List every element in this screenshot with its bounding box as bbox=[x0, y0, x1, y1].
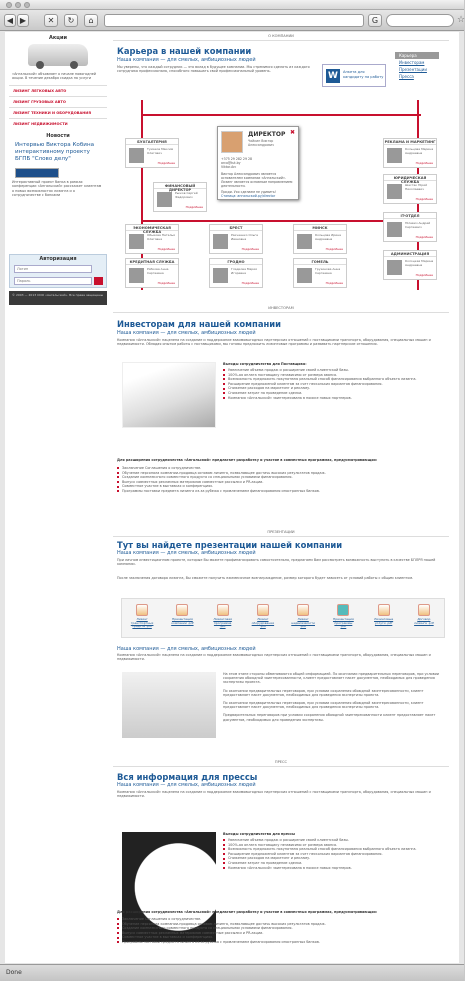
more-link[interactable]: Подробнее bbox=[325, 281, 343, 285]
dept-name: Кольцова Марина Андреевна bbox=[405, 147, 434, 155]
press-text: Компания «Ангальский» нацелена на создание и поддержание взаимовыгодных партнерских отношений с поставщиками транспорта, оборудования, специальных машин и недвижимости. bbox=[117, 790, 431, 799]
search-field[interactable] bbox=[386, 14, 454, 27]
pdf-file-icon bbox=[176, 604, 188, 616]
program-item: Обучение персонала компании-продавца основам лизинга, позволяющее достичь высоких результатов продаж. bbox=[117, 471, 447, 476]
presentation-label: Лизинговая программа .pdf bbox=[213, 617, 232, 629]
sidebar-item-trucks[interactable]: ЛИЗИНГ ГРУЗОВЫХ АВТО bbox=[9, 96, 107, 107]
search-engine-icon[interactable]: G bbox=[368, 14, 382, 27]
presentation-item[interactable] bbox=[130, 604, 154, 637]
nav-career[interactable]: Карьера bbox=[395, 52, 439, 59]
benefit-item: Увеличение объема продаж и расширение своей клиентской базы. bbox=[223, 838, 443, 843]
dept-it[interactable] bbox=[383, 212, 437, 242]
presentation-paragraph: На этом этапе стороны обмениваются общей информацией. По окончании предварительных переговоров, при условии сохранения обоюдной заинтересованности, клиент предоставляет пакет документов, необходимых для проведения экспертизы проекта. bbox=[223, 672, 439, 685]
presentation-item[interactable] bbox=[251, 604, 275, 637]
section-label-presentations: ПРЕЗЕНТАЦИИ bbox=[113, 530, 449, 537]
director-email[interactable]: arco@tut.by bbox=[221, 161, 241, 165]
photo-icon bbox=[387, 184, 402, 199]
dept-name: Колоцкая Марина Андреевна bbox=[405, 259, 434, 267]
investors-benefits-list bbox=[223, 368, 443, 400]
dept-name: Кольцова Ирина Андреевна bbox=[315, 233, 341, 241]
dept-title: ЮРИДИЧЕСКАЯ СЛУЖБА bbox=[384, 175, 436, 181]
dept-accounting[interactable] bbox=[125, 138, 179, 168]
close-icon[interactable]: ✖ bbox=[289, 129, 295, 136]
page-content bbox=[5, 32, 459, 963]
director-popup[interactable] bbox=[217, 126, 299, 200]
presentation-paragraph: По окончании предварительных переговоров, при условии сохранения обоюдной заинтересованности, клиент предоставляет пакет документов, необходимых для проведения экспертизы проекта. bbox=[223, 688, 424, 697]
more-link[interactable]: Подробнее bbox=[157, 247, 175, 251]
auth-title: Авторизация bbox=[39, 256, 77, 262]
press-expand-list bbox=[117, 917, 447, 945]
pdf-file-icon bbox=[257, 604, 269, 616]
dept-gomel[interactable] bbox=[293, 258, 347, 288]
dept-grodno[interactable] bbox=[209, 258, 263, 288]
presentations-subtitle2: Наша компания — для смелых, амбициозных людей bbox=[117, 646, 256, 652]
presentation-item[interactable] bbox=[372, 604, 396, 637]
sidebar bbox=[9, 32, 107, 290]
director-title: ДИРЕКТОР bbox=[248, 131, 286, 138]
dept-title: БУХГАЛТЕРИЯ bbox=[126, 139, 178, 145]
presentation-item[interactable] bbox=[170, 604, 194, 637]
pdf-file-icon bbox=[337, 604, 349, 616]
dept-name: Шестак Юрий Николаевич bbox=[405, 183, 428, 191]
dept-minsk[interactable] bbox=[293, 224, 347, 254]
dept-brest[interactable] bbox=[209, 224, 263, 254]
car-image[interactable] bbox=[28, 44, 88, 66]
section-nav bbox=[395, 52, 439, 80]
more-link[interactable]: Подробнее bbox=[241, 281, 259, 285]
program-item: Создание комплексного совместного продукта со специальными условиями финансирования. bbox=[117, 926, 447, 931]
dept-title: РЕКЛАМА И МАРКЕТИНГ bbox=[384, 140, 436, 144]
dept-name: Рябкова Анна Сергеевна bbox=[147, 267, 169, 275]
dept-name: Рыжов Сергей Федорович bbox=[175, 191, 198, 199]
presentation-label: Презентация программы .pdf bbox=[332, 617, 354, 629]
more-link[interactable]: Подробнее bbox=[415, 273, 433, 277]
benefit-item: Снижение расходов на маркетинг и рекламу. bbox=[223, 386, 443, 391]
news-text: Интерактивный проект банка в рамках конференции «Ангальский» расскажет клиентам о новых возможностях лизинга и о сотрудничестве с банками bbox=[12, 179, 102, 198]
dept-title: ГРОДНО bbox=[210, 259, 262, 265]
program-item: Обучение персонала компании-продавца основам лизинга, позволяющее достичь высоких результатов продаж. bbox=[117, 922, 447, 927]
pen-chart-image bbox=[122, 362, 216, 428]
dept-name: Юлевич Андрей Сергеевич bbox=[405, 221, 431, 229]
photo-icon bbox=[297, 268, 312, 283]
benefit-item: Возможность предложить покупателю реальный способ финансирования выбранного объекта лизинга. bbox=[223, 377, 443, 382]
dept-name: Тумаков Максим Олегович bbox=[147, 147, 174, 155]
career-subtitle: Наша компания — для смелых, амбициозных людей bbox=[117, 57, 256, 63]
forward-button[interactable]: ▶ bbox=[17, 14, 29, 27]
status-text: Done bbox=[6, 969, 22, 976]
news-banner[interactable] bbox=[15, 168, 59, 178]
presentation-label: Договор лизинга .pdf bbox=[414, 617, 434, 625]
nav-presentations[interactable]: Презентации bbox=[399, 67, 427, 72]
benefit-item: Возможность предложить покупателю реальный способ финансирования выбранного объекта лизинга. bbox=[223, 847, 443, 852]
program-item: Заключение Соглашения о сотрудничестве. bbox=[117, 917, 447, 922]
investors-expand-title: Для расширения сотрудничества «Ангальский» предлагает разработку и участие в совместных программах, предусматривающих: bbox=[117, 458, 378, 462]
director-proof: Приди. Ухо сделаем не удивить! bbox=[221, 190, 277, 194]
title-bar bbox=[0, 0, 464, 10]
browser-toolbar bbox=[0, 10, 464, 31]
dept-legal[interactable] bbox=[383, 174, 437, 204]
pdf-file-icon bbox=[217, 604, 229, 616]
program-item: Программы поставки предмета лизинга из-за рубежа с привлечением финансирования иностранных банков. bbox=[117, 489, 447, 494]
dept-title: БРЕСТ bbox=[210, 225, 262, 231]
investors-title: Инвесторам для нашей компании bbox=[117, 319, 281, 329]
investors-subtitle: Наша компания — для смелых, амбициозных людей bbox=[117, 330, 256, 336]
photo-icon bbox=[213, 234, 228, 249]
section-label-company: О КОМПАНИИ bbox=[113, 34, 449, 41]
presentation-label: Лизинговые услуги .pdf bbox=[374, 617, 394, 625]
director-skype: Viktor.Arc bbox=[221, 165, 237, 169]
director-phone: +375 29 282 29 28 bbox=[221, 157, 253, 161]
sidebar-item-cars[interactable]: ЛИЗИНГ ЛЕГКОВЫХ АВТО bbox=[9, 85, 107, 96]
pdf-file-icon bbox=[136, 604, 148, 616]
dept-admin[interactable] bbox=[383, 250, 437, 280]
press-benefits-list bbox=[223, 838, 443, 870]
dept-name: Гладкова Мария Игоревна bbox=[231, 267, 257, 275]
presentation-list bbox=[121, 598, 445, 638]
presentations-text2: После заключения договора лизинга, Вы сможете получить ежемесячное вознаграждение, размер которого будет зависеть от условий работы с общим клиентом. bbox=[117, 576, 414, 580]
director-photo bbox=[221, 131, 243, 153]
section-label-press: ПРЕСС bbox=[113, 760, 449, 767]
photo-icon bbox=[297, 234, 312, 249]
photo-icon bbox=[157, 192, 172, 207]
program-item: Заключение Соглашения о сотрудничестве. bbox=[117, 466, 447, 471]
nav-investors[interactable]: Инвесторам bbox=[399, 60, 425, 65]
business-woman-image bbox=[122, 672, 216, 738]
benefit-item: Компания «Ангальский» заинтересована в поиске новых партнеров. bbox=[223, 866, 443, 871]
presentations-body bbox=[223, 672, 445, 726]
news-title: Новости bbox=[46, 132, 70, 139]
dept-title: МИНСК bbox=[294, 225, 346, 231]
investors-benefits-title: Выгоды сотрудничества для Поставщика: bbox=[223, 362, 307, 366]
dept-title: ГОМЕЛЬ bbox=[294, 259, 346, 265]
promo-text: «Ангальский» объявляет о начале новогодней акции. В течение декабря скидка на услуги bbox=[12, 72, 96, 81]
presentation-item[interactable] bbox=[412, 604, 436, 637]
dept-marketing[interactable] bbox=[383, 138, 437, 168]
press-title: Вся информация для прессы bbox=[117, 772, 258, 782]
dept-finance[interactable] bbox=[153, 182, 207, 212]
promo-title: Акции bbox=[49, 35, 67, 41]
director-link[interactable]: Станица: ангальский.ру/director bbox=[221, 194, 276, 198]
org-line bbox=[141, 114, 421, 116]
career-text: Мы уверены, что каждый сотрудник — это вклад в будущее компании. Мы стремимся сделать из каждого сотрудника профессионала, способного повышать свой профессиональный уровень. bbox=[117, 65, 310, 74]
dept-economics[interactable] bbox=[125, 224, 179, 254]
more-link[interactable]: Подробнее bbox=[157, 161, 175, 165]
presentation-item[interactable] bbox=[331, 604, 355, 637]
address-bar[interactable] bbox=[104, 14, 465, 27]
section-label-investors: ИНВЕСТОРАМ bbox=[113, 306, 449, 313]
benefit-item: Снижение затрат на проведение сделки. bbox=[223, 861, 443, 866]
refresh-icon[interactable]: ↻ bbox=[64, 14, 78, 27]
close-window-button[interactable] bbox=[6, 2, 12, 8]
more-link[interactable]: Подробнее bbox=[325, 247, 343, 251]
dept-name: Обыкова Наталья Олеговна bbox=[147, 233, 175, 241]
press-subtitle: Наша компания — для смелых, амбициозных людей bbox=[117, 782, 256, 788]
word-label: Анкета для кандидату на работу bbox=[343, 70, 384, 79]
word-download[interactable] bbox=[322, 64, 386, 87]
director-contacts bbox=[221, 157, 297, 198]
home-icon[interactable]: ⌂ bbox=[84, 14, 98, 27]
benefit-item: Расширение предложений клиентам за счет нескольких вариантов финансирования. bbox=[223, 382, 443, 387]
presentation-label: Лизинг транспортных средств .pdf bbox=[130, 617, 154, 629]
pdf-file-icon bbox=[297, 604, 309, 616]
bookmark-star-icon[interactable]: ☆ bbox=[457, 15, 465, 25]
dept-title: КРЕДИТНАЯ СЛУЖБА bbox=[126, 259, 178, 265]
investors-expand-list bbox=[117, 466, 447, 494]
sidebar-footer: © 2003 — 2013 ООО «Ангальский». Все права защищены bbox=[9, 291, 107, 305]
more-link[interactable]: Подробнее bbox=[415, 161, 433, 165]
nav-press[interactable]: Пресса bbox=[399, 74, 414, 79]
benefit-item: 100%-ая оплата поставщику независимо от размера аванса. bbox=[223, 373, 443, 378]
more-link[interactable]: Подробнее bbox=[241, 247, 259, 251]
benefit-item: Снижение затрат на проведение сделки. bbox=[223, 391, 443, 396]
press-benefits-title: Выгоды сотрудничества для прессы bbox=[223, 832, 296, 836]
auth-panel bbox=[9, 254, 107, 288]
more-link[interactable]: Подробнее bbox=[415, 235, 433, 239]
pdf-file-icon bbox=[378, 604, 390, 616]
program-item: Выпуск совместных рекламных материалов совместные рассылки и PR-акции. bbox=[117, 931, 447, 936]
zoom-window-button[interactable] bbox=[24, 2, 30, 8]
benefit-item: Компания «Ангальский» заинтересована в поиске новых партнеров. bbox=[223, 396, 443, 401]
program-item: Выпуск совместных рекламных материалов совместные рассылки и PR-акции. bbox=[117, 480, 447, 485]
benefit-item: Снижение расходов на маркетинг и рекламу. bbox=[223, 856, 443, 861]
director-desc: Виктор Александрович является основателем компании «Ангальский». Лизинг является основным направлением деятельности. bbox=[221, 172, 293, 188]
investors-text: Компания «Ангальский» нацелена на создание и поддержание взаимовыгодных партнерских отношений с поставщиками транспорта, оборудования, специальных машин и недвижимости. Обладая опытом работы с поставщиками, мы готовы предложить лизинговые программы и развивать партнерские отношения. bbox=[117, 338, 431, 347]
password-input[interactable]: Пароль bbox=[14, 277, 92, 285]
photo-icon bbox=[387, 260, 402, 275]
dept-title: АДМИНИСТРАЦИЯ bbox=[384, 251, 436, 257]
photo-icon bbox=[129, 148, 144, 163]
benefit-item: 100%-ая оплата поставщику независимо от размера аванса. bbox=[223, 843, 443, 848]
presentations-text3: Компания «Ангальский» нацелена на создание и поддержание взаимовыгодных партнерских отношений с поставщиками транспорта, оборудования, специальных машин и недвижимости. bbox=[117, 653, 431, 662]
program-item: Совместное участие в выставках и конференциях. bbox=[117, 935, 447, 940]
dept-name: Грузинова Анна Сергеевна bbox=[315, 267, 341, 275]
presentation-paragraph: Предварительных переговоров при условии сохранения обоюдной заинтересованности клиент предоставляет пакет документов, необходимых для проведения экспертизы. bbox=[223, 713, 436, 722]
stop-icon[interactable]: ✕ bbox=[44, 14, 58, 27]
presentations-title: Тут вы найдете презентации нашей компании bbox=[117, 540, 343, 550]
more-link[interactable]: Подробнее bbox=[415, 197, 433, 201]
sidebar-item-realty[interactable]: ЛИЗИНГ НЕДВИЖИМОСТИ bbox=[9, 118, 107, 129]
sidebar-item-equipment[interactable]: ЛИЗИНГ ТЕХНИКИ И ОБОРУДОВАНИЯ bbox=[9, 107, 107, 118]
presentations-subtitle: Наша компания — для смелых, амбициозных людей bbox=[117, 550, 256, 556]
login-input[interactable]: Логин bbox=[14, 265, 92, 273]
presentation-label: Лизинг недвижимости .pdf bbox=[291, 617, 315, 629]
presentation-paragraph: По окончании предварительных переговоров, при условии сохранения обоюдной заинтересованности, клиент предоставляет пакет документов, необходимых для проведения экспертизы проекта. bbox=[223, 701, 424, 710]
photo-icon bbox=[387, 148, 402, 163]
program-item: Совместное участие в выставках и конференциях. bbox=[117, 484, 447, 489]
status-bar bbox=[0, 964, 464, 981]
dept-title: IT-ОТДЕЛ bbox=[384, 213, 436, 219]
photo-icon bbox=[129, 268, 144, 283]
program-item: Создание комплексного совместного продукта со специальными условиями финансирования. bbox=[117, 475, 447, 480]
presentation-label: Презентация компании .pdf bbox=[171, 617, 194, 625]
benefit-item: Расширение предложений клиентам за счет нескольких вариантов финансирования. bbox=[223, 852, 443, 857]
career-title: Карьера в нашей компании bbox=[117, 46, 252, 56]
presentation-label: Лизинг оборудования .pdf bbox=[251, 617, 275, 629]
press-expand-title: Для расширения сотрудничества «Ангальский» предлагает разработку и участие в совместных программах, предусматривающих: bbox=[117, 910, 378, 914]
sidebar-menu bbox=[9, 85, 107, 129]
dept-credit[interactable] bbox=[125, 258, 179, 288]
photo-icon bbox=[387, 222, 402, 237]
director-name: Чайкин Виктор Александрович bbox=[248, 139, 274, 147]
presentations-text: При личном инвестиционном проекте, которые Вы можете профинансировать самостоятельно, предлагаем Вам рассмотреть возможность выступить в качестве БПЛРЯ нашей компании. bbox=[117, 558, 436, 567]
dept-title: ЭКОНОМИЧЕСКАЯ СЛУЖБА bbox=[126, 225, 178, 231]
org-line bbox=[141, 220, 421, 222]
dept-name: Ракчеенко Ольга Ивановна bbox=[231, 233, 258, 241]
pdf-file-icon bbox=[418, 604, 430, 616]
news-headline[interactable]: Интервью Виктора Кобина интерактивному проекту БГПБ "Слово делу" bbox=[15, 141, 95, 162]
dept-title: ФИНАНСОВЫЙ ДИРЕКТОР bbox=[154, 183, 206, 189]
minimize-window-button[interactable] bbox=[15, 2, 21, 8]
word-doc-icon: W bbox=[326, 69, 340, 83]
more-link[interactable]: Подробнее bbox=[185, 205, 203, 209]
more-link[interactable]: Подробнее bbox=[157, 281, 175, 285]
presentation-item[interactable] bbox=[291, 604, 315, 637]
photo-icon bbox=[213, 268, 228, 283]
presentation-item[interactable] bbox=[211, 604, 235, 637]
program-item: Программы поставки предмета лизинга из-за рубежа с привлечением финансирования иностранных банков. bbox=[117, 940, 447, 945]
benefit-item: Увеличение объема продаж и расширение своей клиентской базы. bbox=[223, 368, 443, 373]
back-button[interactable]: ◀ bbox=[4, 14, 16, 27]
photo-icon bbox=[129, 234, 144, 249]
login-button[interactable] bbox=[94, 277, 103, 285]
